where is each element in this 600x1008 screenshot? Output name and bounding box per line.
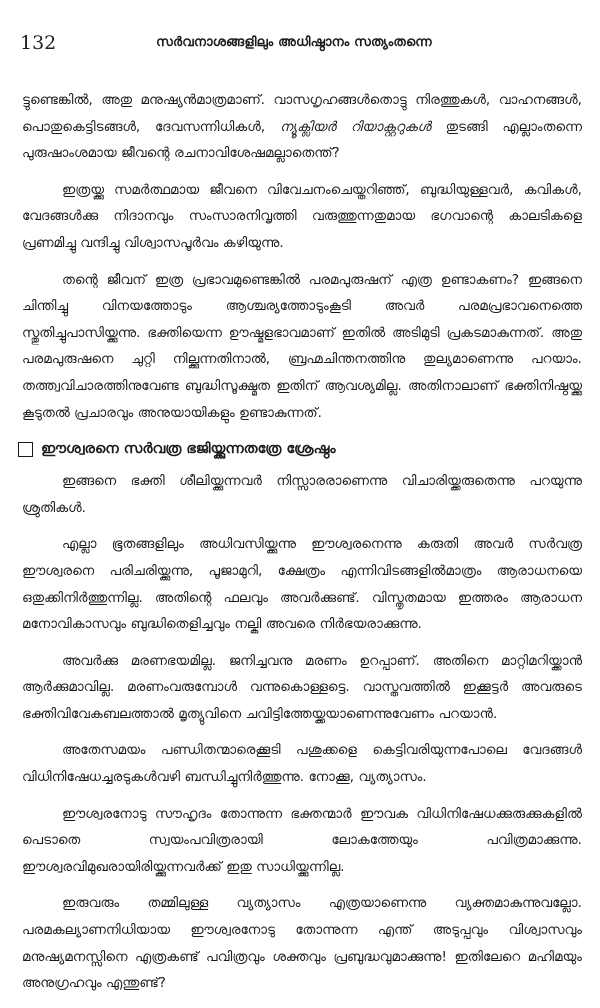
body-text (22, 88, 582, 1008)
paragraph-text: തുടങ്ങി എല്ലാംതന്നെ പുരുഷാംശമായ ജീവന്റെ രചനാവിശേഷമല്ലാതെന്ത്? (22, 119, 582, 162)
paragraph: ഈശ്വരനോടു സൗഹൃദം തോന്നുന്ന ഭക്തന്മാർ ഈവക വിധിനിഷേധക്കുരുക്കുകളിൽ പെടാതെ സ്വയംപവിത്രരായി ലോകത്തേയും പവിത്രമാക്കുന്നു. ഈശ്വരവിമുഖരായിരിയ്ക്കുന്നവർക്ക് ഇതു സാധിയ്ക്കുന്നില്ല. (22, 806, 582, 875)
page-number: 132 (20, 32, 57, 54)
page-header (18, 32, 570, 56)
section-heading-text: ഈശ്വരനെ സർവത്ര ഭജിയ്ക്കുന്നതത്രേ ശ്രേഷ്ഠം (41, 441, 336, 458)
checkbox-icon (18, 442, 33, 457)
paragraph: ഇങ്ങനെ ഭക്തി ശീലിയ്ക്കുന്നവർ നിസ്സാരരാണെന്നു വിചാരിയ്ക്കരുതെന്നു പറയുന്നു ശ്രുതികൾ. (22, 474, 582, 516)
paragraph: ഇത്രയ്ക്കു സമർത്ഥമായ ജീവനെ വിവേചനംചെയ്തറിഞ്ഞ്, ബുദ്ധിയുള്ളവർ, കവികൾ, വേദങ്ങൾക്കു നിദാനവും സംസാരനിവൃത്തി വരുത്തുന്നതുമായ ഭഗവാന്റെ കാലടികളെ പ്രണമിച്ചു വന്ദിച്ചു വിശ്വാസപൂർവം കഴിയുന്നു. (22, 182, 582, 251)
paragraph: അതേസമയം പണ്ഡിതന്മാരെക്കൂടി പശുക്കളെ കെട്ടിവരിയുന്നപോലെ വേദങ്ങൾ വിധിനിഷേധച്ചരടുകൾവഴി ബന്ധിച്ചുനിർത്തുന്നു. നോക്കൂ, വ്യത്യാസം. (22, 743, 582, 786)
paragraph: തന്റെ ജീവന് ഇത്ര പ്രഭാവമുണ്ടെങ്കിൽ പരമപുരുഷന് എത്ര ഉണ്ടാകണം? ഇങ്ങനെ ചിന്തിച്ചു വിനയത്തോടും ആശ്ചര്യത്തോടുംകൂടി അവർ പരമപ്രഭാവനെത്തെ സ്തുതിച്ചുപാസിയ്ക്കുന്നു. ഭക്തിയെന്ന ഊഷ്മളഭാവമാണ് ഇതിൽ അടിമുടി പ്രകടമാകുന്നത്. അതു പരമപുരുഷനെ ചുറ്റി നില്ക്കുന്നതിനാൽ, ബ്രഹ്മചിന്തനത്തിനു തുല്യമാണെന്നു പറയാം. തത്ത്വവിചാരത്തിനുവേണ്ട ബുദ്ധിസൂക്ഷ്മത ഇതിന് ആവശ്യമില്ല. അതിനാലാണ് ഭക്തിനിഷ്ഠയ്ക്കു കൂടുതൽ പ്രചാരവും അനുയായികളും ഉണ്ടാകുന്നത്. (22, 272, 582, 421)
paragraph-italic-text: ന്യൂക്ലിയർ റിയാക്റ്ററുകൾ (279, 119, 431, 135)
paragraph: എല്ലാ ഭൂതങ്ങളിലും അധിവസിയ്ക്കുന്നു ഈശ്വരനെന്നു കരുതി അവർ സർവത്ര ഈശ്വരനെ പരിചരിയ്ക്കുന്നു, പൂജാമുറി, ക്ഷേത്രം എന്നിവിടങ്ങളിൽമാത്രം ആരാധനയെ ഒതുക്കിനിർത്തുന്നില്ല. അതിന്റെ ഫലവും അവർക്കുണ്ട്. വിസ്തൃതമായ ഇത്തരം ആരാധന മനോവികാസവും ബുദ്ധിതെളിച്ചവും നല്കി അവരെ നിർഭയരാക്കുന്നു. (22, 537, 582, 633)
section-heading (18, 437, 582, 461)
paragraph: അവർക്കു മരണഭയമില്ല. ജനിച്ചവനു മരണം ഉറപ്പാണ്. അതിനെ മാറ്റിമറിയ്ക്കാൻ ആർക്കുമാവില്ല. മരണംവരുമ്പോൾ വന്നുകൊള്ളട്ടെ. വാസ്തവത്തിൽ ഇക്കൂട്ടർ അവരുടെ ഭക്തിവിവേകബലത്താൽ മൃത്യുവിനെ ചവിട്ടിത്തേയ്ക്കയാണെന്നുവേണം പറയാൻ. (22, 653, 582, 722)
paragraph-text: ട്ടുണ്ടെങ്കിൽ, അതു മനുഷ്യൻമാത്രമാണ്. വാസഗൃഹങ്ങൾതൊട്ടു നിരത്തുകൾ, വാഹനങ്ങൾ, പൊതുകെട്ടിടങ്ങൾ, ദേവസന്നിധികൾ, (22, 93, 582, 135)
paragraph (22, 88, 582, 168)
running-title: സർവനാശങ്ങളിലും അധിഷ്ഠാനം സത്യംതന്നെ (156, 35, 432, 50)
paragraph: ഇരുവരും തമ്മിലുള്ള വ്യത്യാസം എത്രയാണെന്നു വ്യക്തമാകുന്നുവല്ലോ. പരമകല്യാണനിധിയായ ഈശ്വരനോടു തോന്നുന്ന എന്ത് അടുപ്പവും വിശ്വാസവും മനുഷ്യമനസ്സിനെ എത്രകണ്ട് പവിത്രവും ശക്തവും പ്രബുദ്ധവുമാക്കുന്നു! ഇതിലേറെ മഹിമയും അനുഗ്രഹവും എന്തുണ്ട്? (22, 896, 582, 992)
